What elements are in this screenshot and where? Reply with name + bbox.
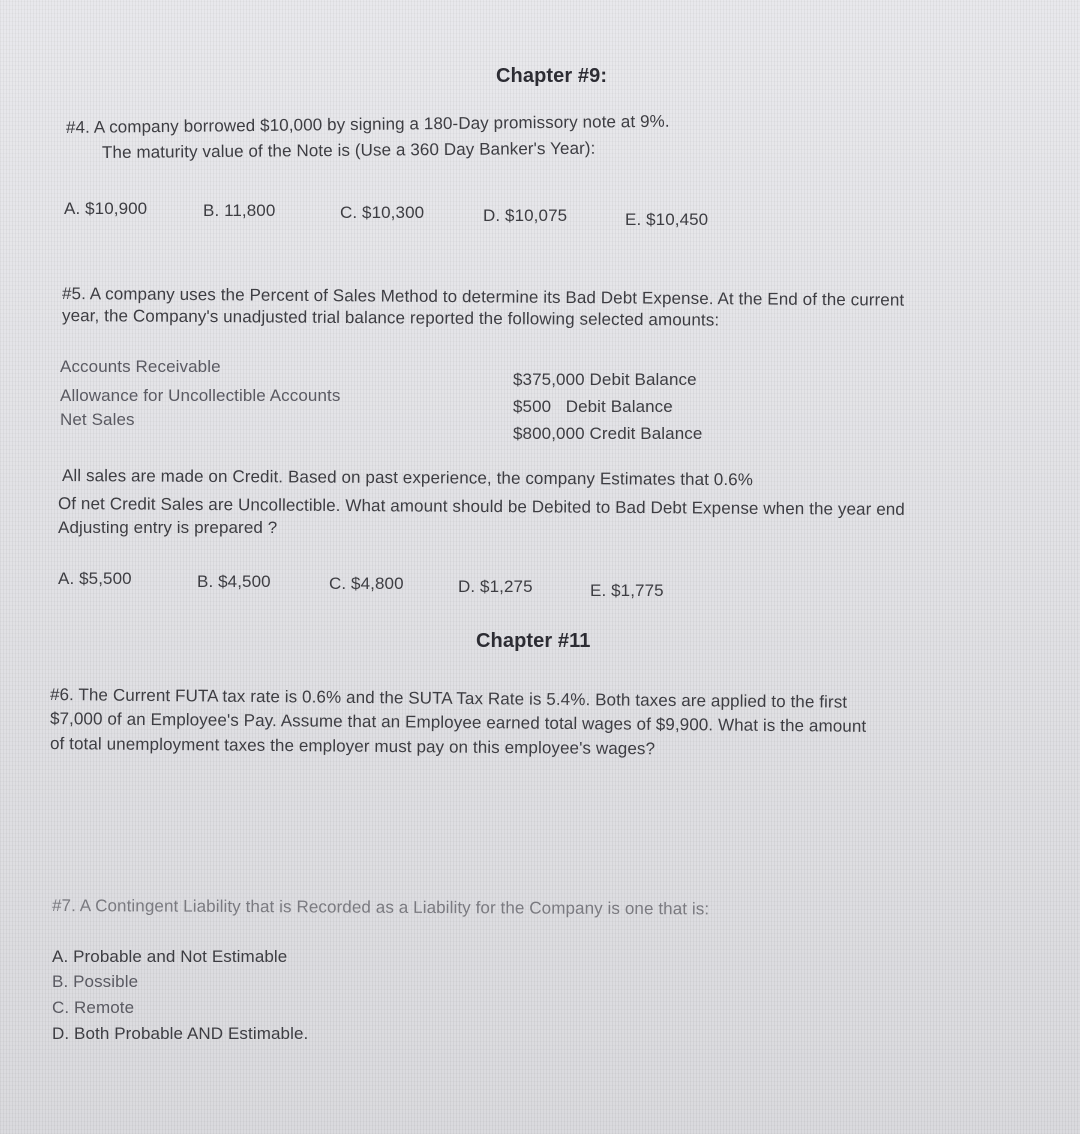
account-name: Allowance for Uncollectible Accounts (60, 386, 341, 405)
account-amount: $500 Debit Balance (513, 397, 673, 416)
question-4-option-e: E. $10,450 (625, 210, 709, 229)
question-5-option-d: D. $1,275 (458, 577, 533, 596)
chapter-11-heading: Chapter #11 (476, 630, 591, 652)
account-name: Net Sales (60, 410, 135, 429)
question-4-text-line-2: The maturity value of the Note is (Use a 360 Day Banker's Year): (101, 138, 596, 162)
question-7-option-d: D. Both Probable AND Estimable. (52, 1024, 309, 1043)
question-4-text-line-1: #4. A company borrowed $10,000 by signing a 180-Day promissory note at 9%. (65, 111, 670, 137)
question-4-option-a: A. $10,900 (64, 199, 148, 218)
question-5-paragraph-line-3: Adjusting entry is prepared ? (58, 518, 278, 537)
account-name: Accounts Receivable (60, 357, 221, 376)
account-amount: $800,000 Credit Balance (513, 424, 703, 443)
question-6-text-line-2: $7,000 of an Employee's Pay. Assume that an Employee earned total wages of $9,900. What is the amount (49, 709, 867, 736)
question-4-option-d: D. $10,075 (483, 206, 568, 225)
question-5-paragraph-line-1: All sales are made on Credit. Based on past experience, the company Estimates that 0.6% (61, 466, 754, 490)
question-5-text-line-2: year, the Company's unadjusted trial balance reported the following selected amounts: (61, 306, 720, 330)
question-4-option-c: C. $10,300 (340, 203, 425, 222)
question-7-text: #7. A Contingent Liability that is Recorded as a Liability for the Company is one that is: (51, 896, 710, 919)
question-7-option-b: B. Possible (52, 972, 139, 991)
question-5-option-e: E. $1,775 (590, 581, 664, 600)
question-4-option-b: B. 11,800 (203, 201, 276, 220)
question-5-option-a: A. $5,500 (58, 569, 132, 588)
question-7-option-a: A. Probable and Not Estimable (52, 947, 288, 966)
question-5-option-c: C. $4,800 (329, 574, 404, 593)
chapter-9-heading: Chapter #9: (496, 65, 608, 87)
question-6-text-line-3: of total unemployment taxes the employer must pay on this employee's wages? (49, 734, 656, 759)
account-amount: $375,000 Debit Balance (513, 370, 697, 389)
question-5-option-b: B. $4,500 (197, 572, 271, 591)
question-7-option-c: C. Remote (52, 998, 135, 1017)
question-6-text-line-1: #6. The Current FUTA tax rate is 0.6% and the SUTA Tax Rate is 5.4%. Both taxes are applied to the first (49, 685, 848, 712)
question-5-text-line-1: #5. A company uses the Percent of Sales Method to determine its Bad Debt Expense. At the End of the current (61, 284, 905, 310)
question-5-paragraph-line-2: Of net Credit Sales are Uncollectible. What amount should be Debited to Bad Debt Expense when the year end (57, 494, 905, 519)
